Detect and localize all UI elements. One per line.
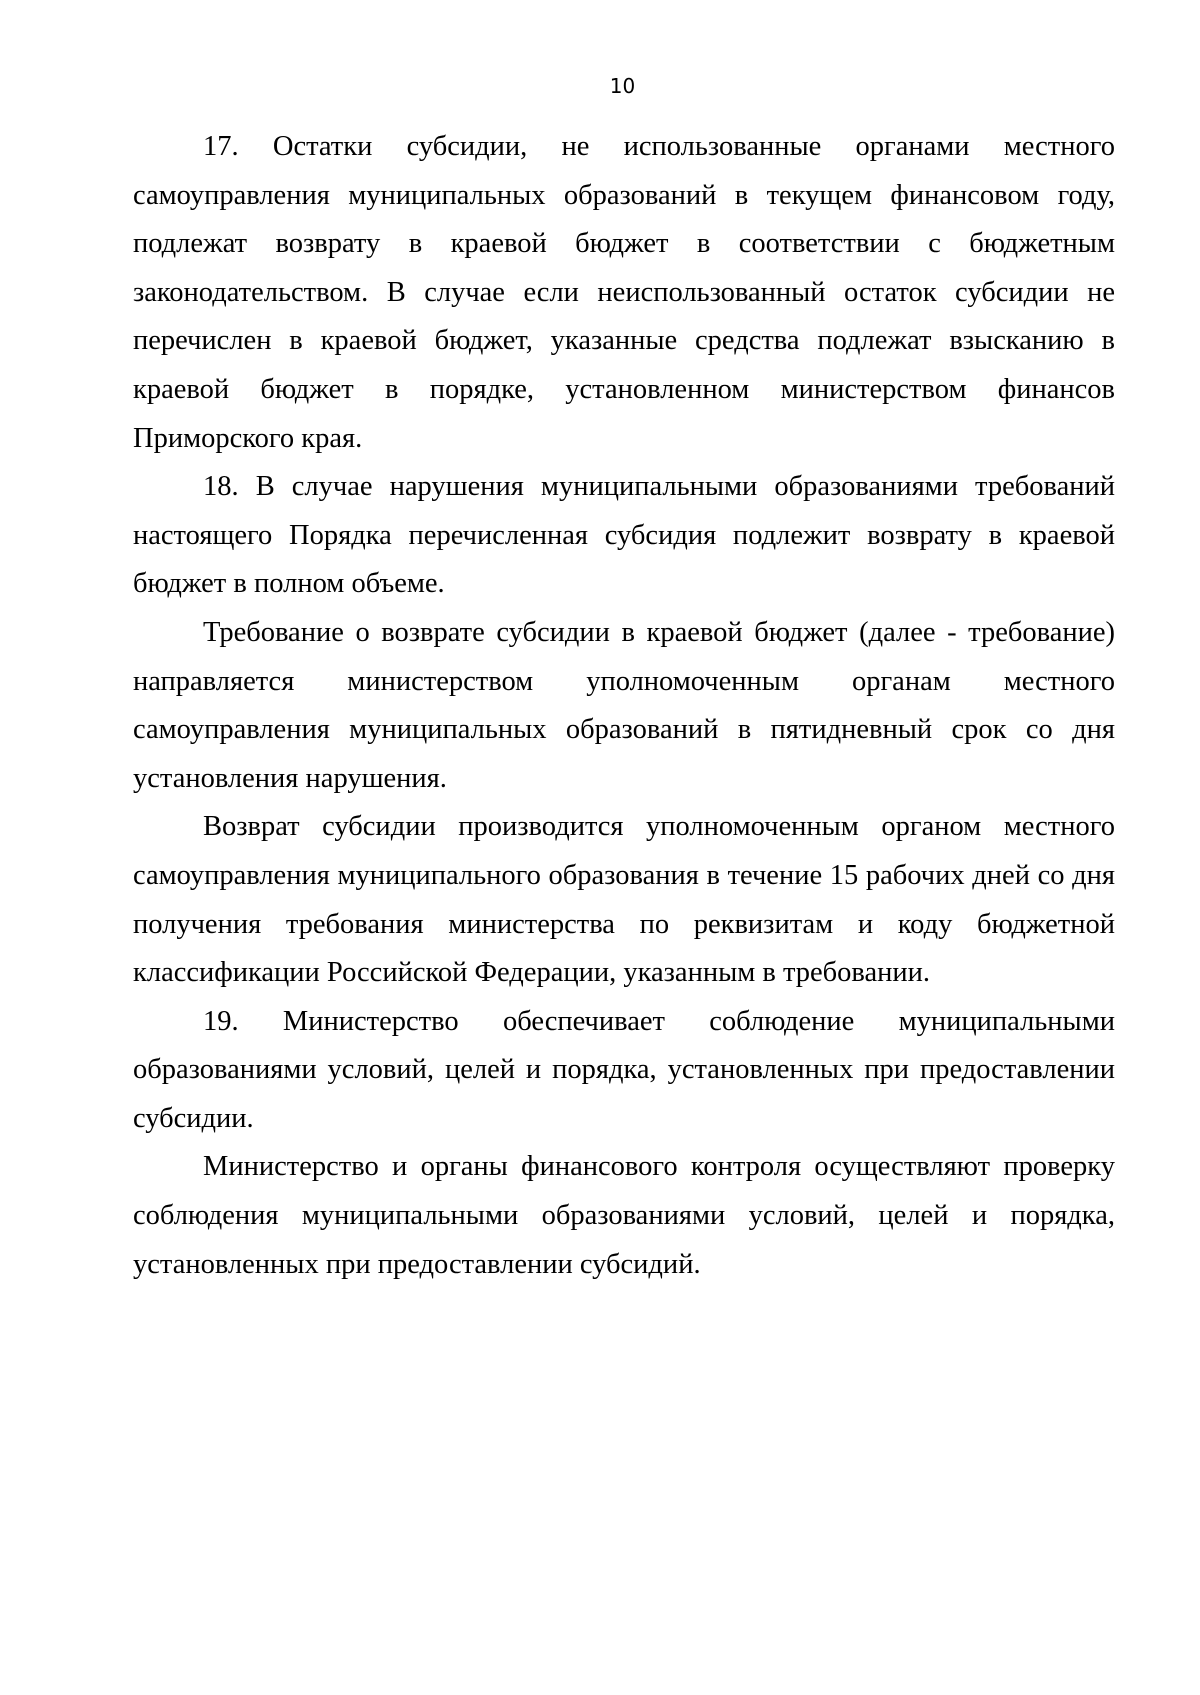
text-line: 19. Министерство обеспечивает соблюдение муниципальными — [203, 1005, 1115, 1037]
paragraph-19 — [133, 998, 1115, 1144]
paragraph-17 — [133, 123, 1115, 463]
text-line: 17. Остатки субсидии, не использованные органами местного — [203, 131, 1115, 162]
text-line: получения требования министерства по реквизитам и коду бюджетной — [133, 908, 1115, 940]
text-line: Министерство и органы финансового контроля осуществляют проверку — [203, 1151, 1115, 1183]
text-line: установленных при предоставлении субсидий. — [133, 1248, 701, 1280]
text-line: перечислен в краевой бюджет, указанные средства подлежат взысканию в — [133, 325, 1115, 357]
text-line: самоуправления муниципального образования в течение 15 рабочих дней со дня — [133, 859, 1115, 891]
text-line: классификации Российской Федерации, указанным в требовании. — [133, 957, 931, 989]
paragraph-18-return — [133, 803, 1115, 997]
text-line: Требование о возврате субсидии в краевой бюджет (далее - требование) — [203, 616, 1115, 648]
text-line: направляется министерством уполномоченным органам местного — [133, 665, 1115, 697]
paragraph-18-requirement — [133, 609, 1115, 803]
text-line: субсидии. — [133, 1102, 254, 1134]
text-line: краевой бюджет в порядке, установленном министерством финансов — [133, 373, 1115, 405]
text-line: Приморского края. — [133, 422, 363, 454]
text-line: установления нарушения. — [133, 762, 447, 794]
text-line: настоящего Порядка перечисленная субсидия подлежит возврату в краевой — [133, 519, 1115, 551]
text-line: бюджет в полном объеме. — [133, 568, 445, 600]
text-line: подлежат возврату в краевой бюджет в соответствии с бюджетным — [133, 228, 1115, 260]
text-line: образованиями условий, целей и порядка, установленных при предоставлении — [133, 1054, 1115, 1086]
text-line: самоуправления муниципальных образований в пятидневный срок со дня — [133, 714, 1115, 746]
page-number: 10 — [609, 74, 636, 98]
text-line: 18. В случае нарушения муниципальными образованиями требований — [203, 471, 1115, 503]
text-line: соблюдения муниципальными образованиями условий, целей и порядка, — [133, 1200, 1115, 1232]
paragraph-19-control — [133, 1143, 1115, 1289]
text-line: Возврат субсидии производится уполномоченным органом местного — [203, 811, 1115, 843]
document-body — [133, 123, 1115, 1289]
text-line: самоуправления муниципальных образований в текущем финансовом году, — [133, 179, 1115, 211]
text-line: законодательством. В случае если неиспользованный остаток субсидии не — [133, 276, 1115, 308]
paragraph-18 — [133, 463, 1115, 609]
